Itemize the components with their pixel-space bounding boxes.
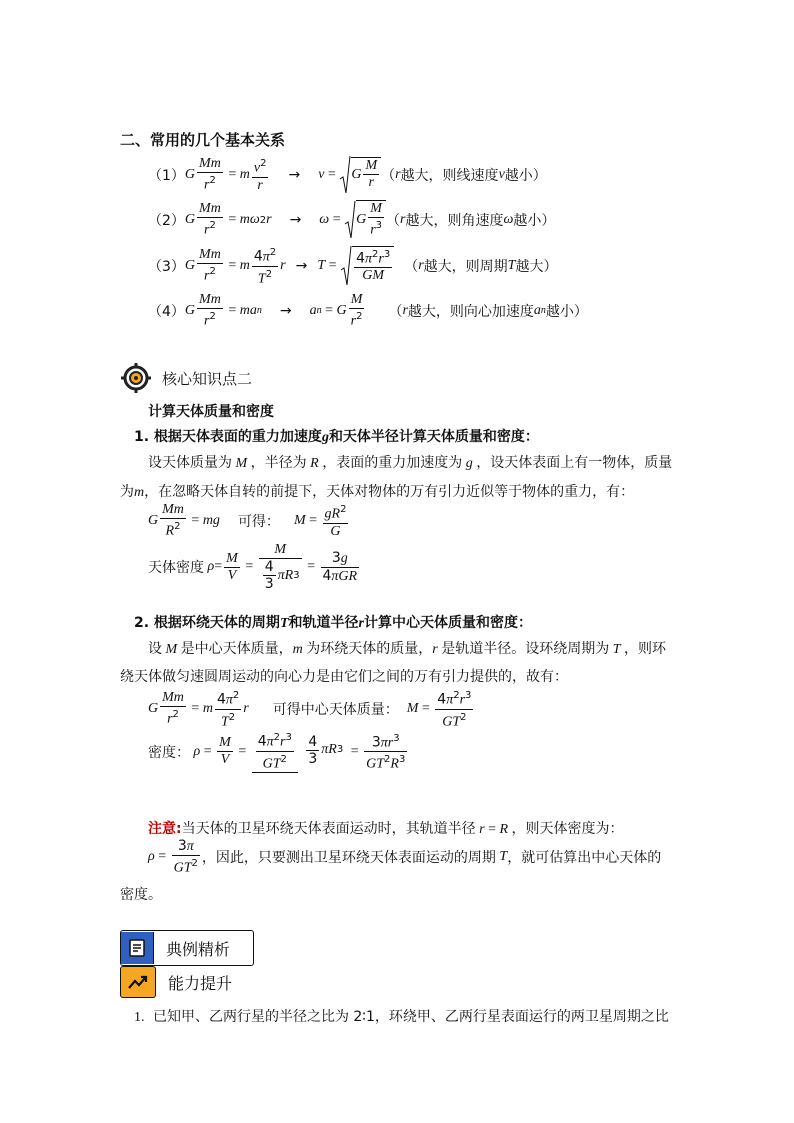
badge-ability-label: 能力提升 [168,973,233,993]
core-title: 核心知识点二 [162,369,253,388]
note-line1: 注意:当天体的卫星环绕天体表面运动时，其轨道半径 r = R ，则天体密度为： [148,821,624,837]
p2-equation-mass: G $\frac{Mm}{r^2}$ = m $\frac{4\pi^2}{T^2}$ r 可得中心天体质量： M = $\frac{4\pi^2r^3}{GT^2}$ [148,690,472,730]
p2-equation-density: 密度： ρ = $\frac{M}{V}$ = $\frac{4\pi^2r^3}{GT^2}$ $\frac{4}{3}$ πR 3 = $\frac{3\pi r^3}{GT^2R^3}$ [148,732,406,772]
sub-title: 计算天体质量和密度 [148,404,274,420]
note-label: 注意: [148,821,182,837]
p1-text-line2: 为m，在忽略天体自转的前提下，天体对物体的万有引力近似等于物体的重力，有： [120,484,635,500]
relation-2: （2） G $\frac{Mm}{r^2}$ = mω 2 r → ω = G $\frac{M}{r^3}$ （ r 越大，则角速度 ω 越小） [148,200,555,240]
p1-equation-mass: G $\frac{Mm}{R^2}$ = mg 可得： M = $\frac{gR^2}{G}$ [148,502,347,539]
note-line2: ρ = $\frac{3\pi}{GT^2}$ ，因此，只要测出卫星环绕天体表面运动的周期 T ，就可估算出中心天体的 [148,838,662,876]
relation-index: （1） [148,168,185,184]
core-heading [120,362,252,394]
p1-equation-density: 天体密度 ρ = $\frac{M}{V}$ = M $\frac{4}{3}$ πR 3 = $\frac{3g}{\text{4πGR}}$ [148,542,358,592]
document-icon [121,932,154,964]
badge-example-label: 典例精析 [166,939,231,959]
relation-1: （1） G $\frac{Mm}{r^2}$ = m $\frac{v^2}{r}$ → v = G $\frac{M}{r}$ （ r 越大，则线速度 v 越小） [148,155,547,195]
sqrt-icon [344,200,356,240]
note-line3: 密度。 [120,887,162,903]
relation-index: （4） [148,303,185,320]
target-icon [120,362,152,394]
p2-heading: 2. 根据环绕天体的周期T和轨道半径r计算中心天体质量和密度： [134,615,532,631]
relation-index: （2） [148,213,185,229]
p2-text-line1: 设 M 是中心天体质量，m 为环绕天体的质量，r 是轨道半径。设环绕周期为 T ，则环 [148,641,667,657]
trend-up-icon [120,966,156,998]
badge-ability [120,966,232,998]
badge-example [120,930,254,966]
sqrt-icon [339,155,351,195]
section-title: 二、常用的几个基本关系 [120,131,286,149]
question-number: 1. [134,1010,145,1025]
relation-3: （3） G $\frac{Mm}{r^2}$ = m $\frac{4\pi^2}{T^2}$ r → T = $\frac{4\pi^2r^3}{GM}$ （ r 越大，则周期 T 越大） [148,247,558,287]
relation-4: （4） G $\frac{Mm}{r^2}$ = ma n → a n = G $\frac{M}{r^2}$ （ r 越大，则向心加速度 a n 越小） [148,292,588,329]
p2-text-line2: 绕天体做匀速圆周运动的向心力是由它们之间的万有引力提供的，故有： [120,669,568,685]
relation-index: （3） [148,259,185,276]
p1-heading: 1. 根据天体表面的重力加速度g和天体半径计算天体质量和密度： [134,429,539,445]
question-text: 已知甲、乙两行星的半径之比为 2∶1，环绕甲、乙两行星表面运行的两卫星周期之比 [152,1009,669,1025]
question-1 [134,1006,669,1026]
sqrt-icon [340,245,352,287]
p1-text-line1: 设天体质量为 M ，半径为 R ，表面的重力加速度为 g ，设天体表面上有一物体，质量 [148,455,673,471]
